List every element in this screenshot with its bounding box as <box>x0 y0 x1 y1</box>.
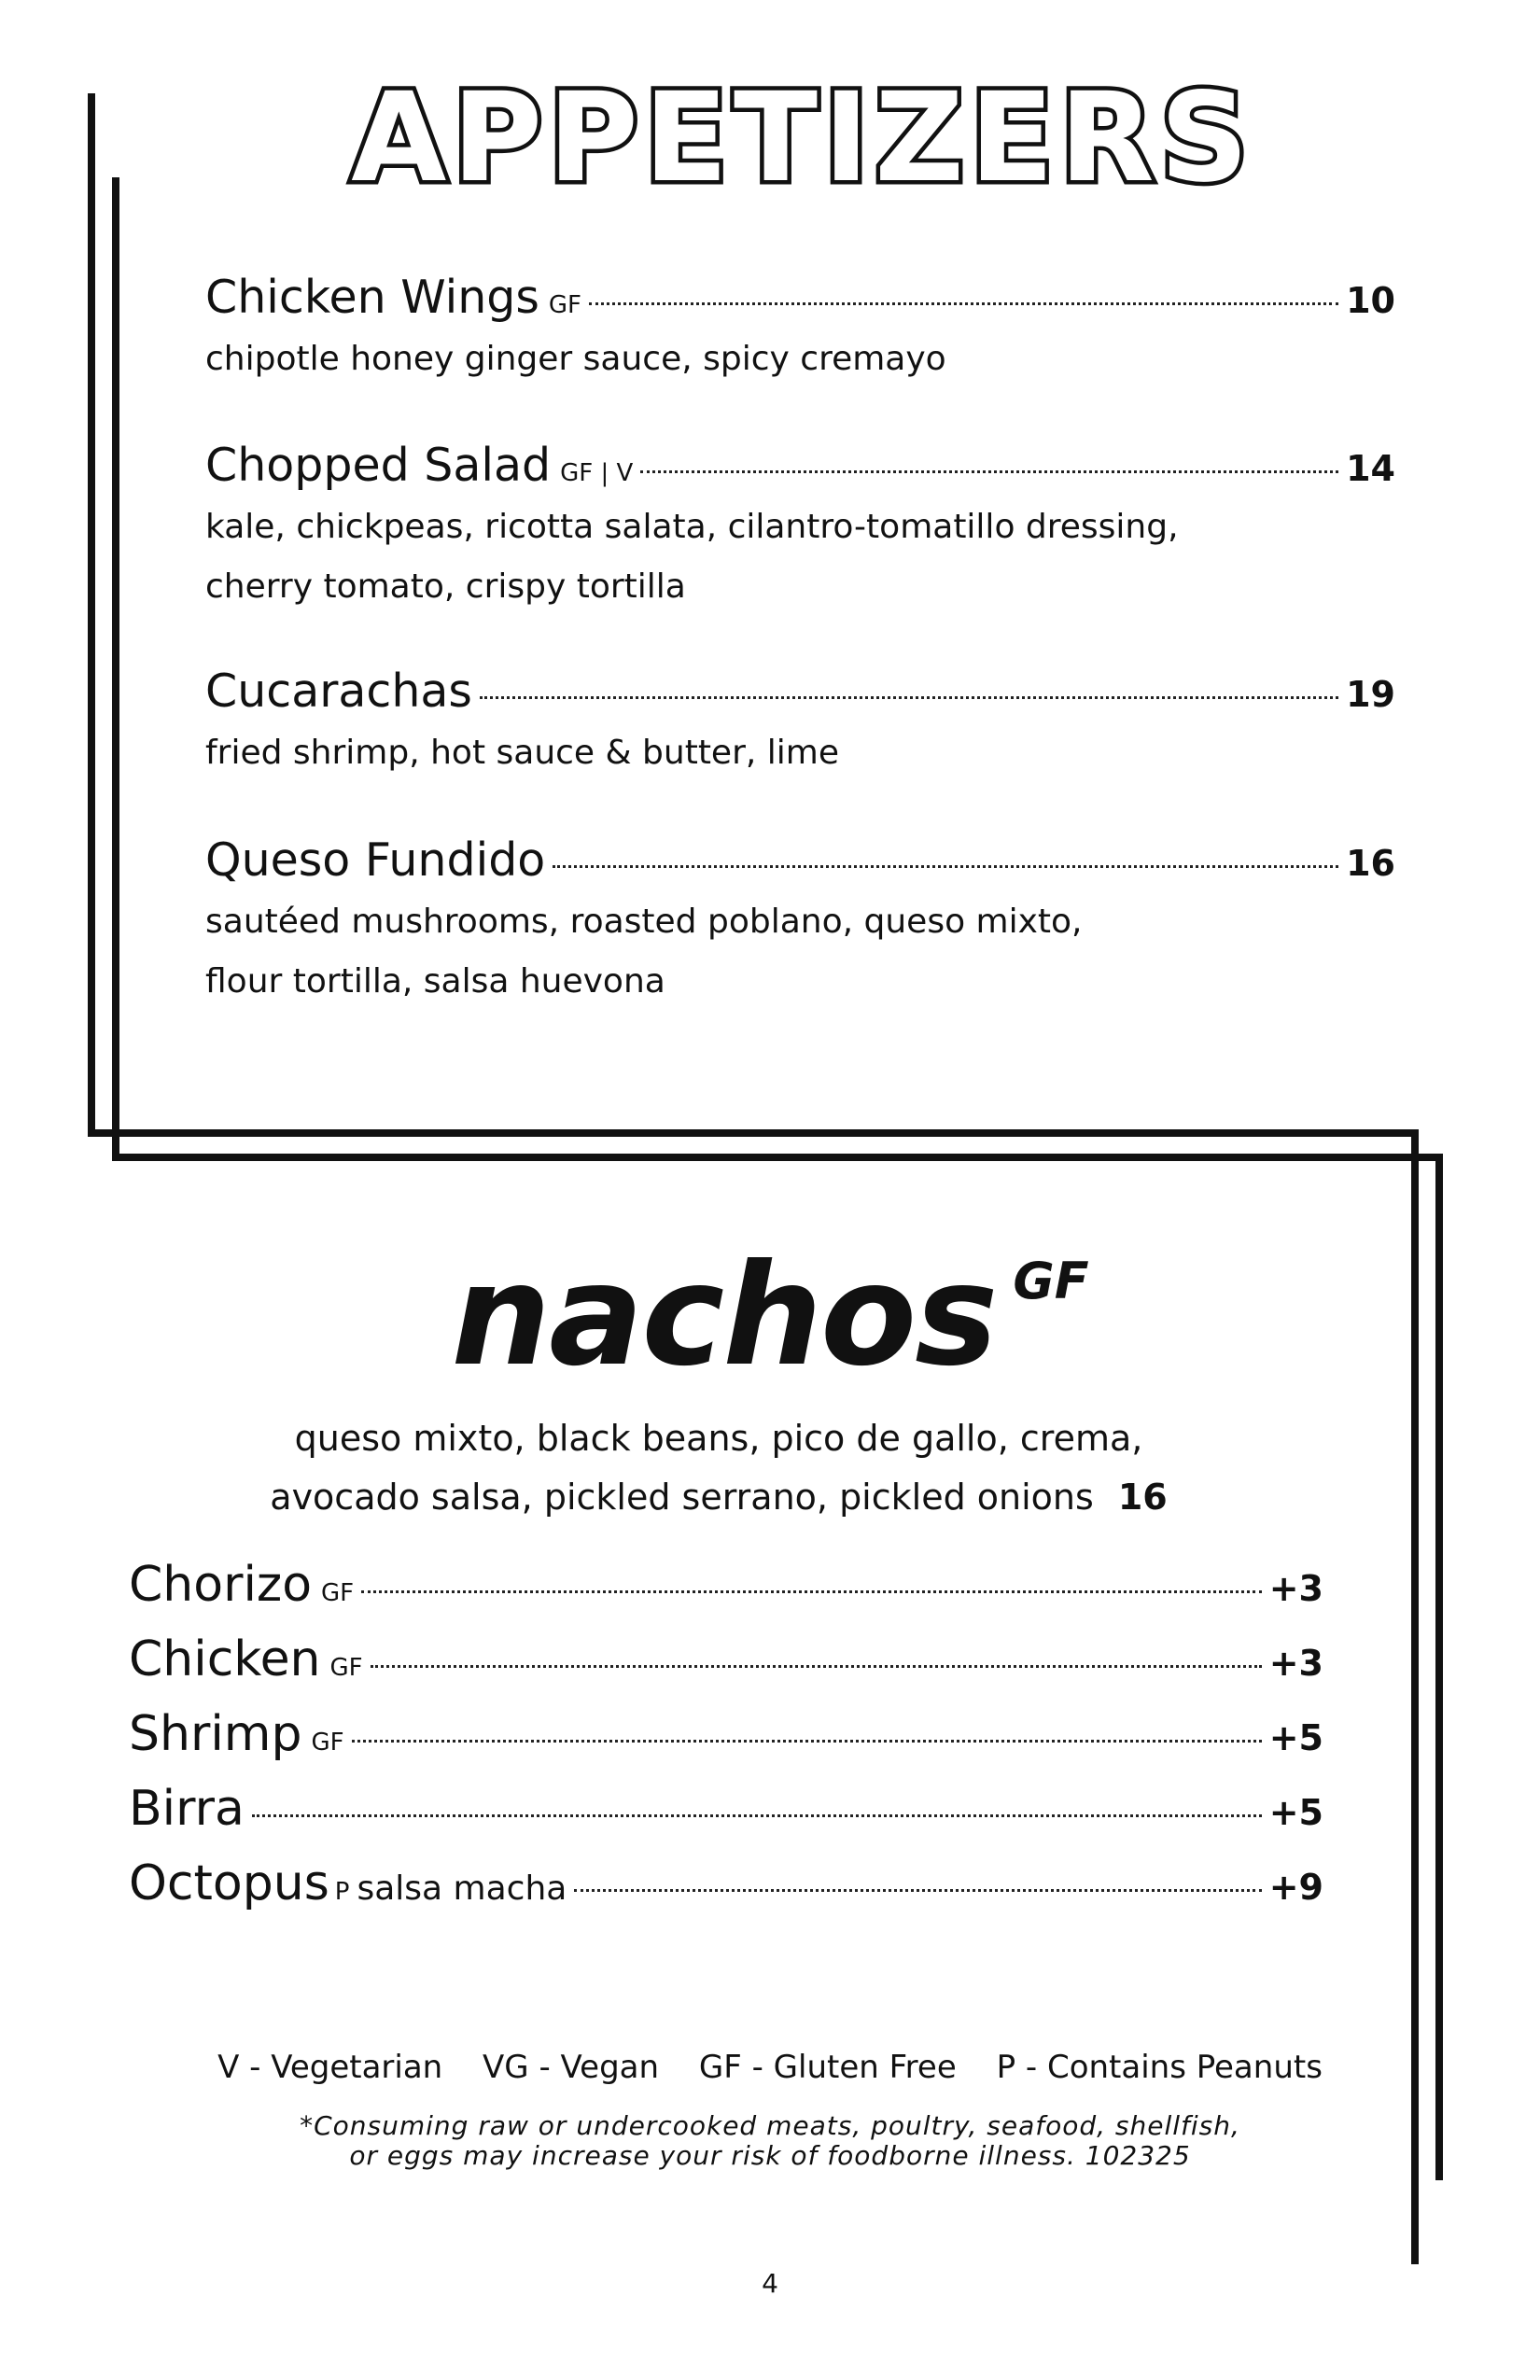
item-description <box>205 892 1395 1012</box>
nachos-price: 16 <box>1117 1477 1168 1518</box>
item-description: chipotle honey ginger sauce, spicy cremayo <box>205 340 946 378</box>
dietary-tag: GF <box>329 1654 363 1682</box>
description-line-with-price <box>0 1468 1437 1527</box>
addon-price: +9 <box>1268 1867 1323 1908</box>
addon-chicken <box>129 1631 1323 1687</box>
dot-leader <box>371 1665 1262 1668</box>
frame-rule-middle-upper <box>88 1129 1419 1137</box>
item-price: 16 <box>1346 843 1395 884</box>
menu-item-chopped-salad <box>205 439 1395 617</box>
food-safety-disclaimer <box>0 2111 1540 2171</box>
menu-item-queso-fundido <box>205 833 1395 1012</box>
description-line: flour tortilla, salsa huevona <box>205 962 665 1001</box>
dietary-tag: GF <box>321 1579 355 1607</box>
dietary-tag: GF | V <box>560 459 634 487</box>
legend-vegan: VG - Vegan <box>483 2049 660 2086</box>
legend-vegetarian: V - Vegetarian <box>217 2049 443 2086</box>
item-name: Cucarachas <box>205 665 472 718</box>
addon-price: +3 <box>1268 1643 1323 1684</box>
frame-rule-left-outer <box>88 93 95 1135</box>
item-name: Queso Fundido <box>205 833 546 887</box>
dietary-tag: GF <box>548 291 582 319</box>
item-description <box>205 497 1395 617</box>
legend-gluten-free: GF - Gluten Free <box>698 2049 957 2086</box>
addon-name: Birra <box>129 1781 245 1837</box>
addon-octopus <box>129 1855 1323 1911</box>
legend-peanuts: P - Contains Peanuts <box>996 2049 1323 2086</box>
dot-leader <box>252 1814 1262 1817</box>
appetizers-title: APPETIZERS <box>351 66 1254 210</box>
dot-leader <box>352 1740 1262 1743</box>
addon-name: Chicken <box>129 1631 321 1687</box>
dot-leader <box>574 1889 1261 1892</box>
dot-leader <box>640 470 1338 473</box>
addon-note: salsa macha <box>357 1869 567 1908</box>
menu-item-chicken-wings <box>205 271 1395 389</box>
frame-rule-middle-lower <box>112 1154 1443 1161</box>
item-price: 19 <box>1346 674 1395 715</box>
nachos-description <box>0 1409 1437 1527</box>
addon-price: +5 <box>1268 1717 1323 1758</box>
item-name: Chopped Salad <box>205 439 552 492</box>
description-line: avocado salsa, pickled serrano, pickled onions <box>270 1477 1094 1518</box>
dietary-tag: GF <box>311 1729 344 1757</box>
dot-leader <box>480 696 1338 699</box>
addon-price: +5 <box>1268 1792 1323 1833</box>
frame-rule-left-inner <box>112 177 119 1157</box>
addon-price: +3 <box>1268 1568 1323 1609</box>
dietary-legend <box>0 2049 1540 2086</box>
nachos-title-text: nachos <box>451 1235 997 1397</box>
description-line: cherry tomato, crispy tortilla <box>205 567 686 606</box>
item-description: fried shrimp, hot sauce & butter, lime <box>205 734 839 772</box>
addon-name: Octopus <box>129 1855 329 1911</box>
addon-shrimp <box>129 1706 1323 1762</box>
page-number: 4 <box>762 2268 778 2299</box>
addon-name: Chorizo <box>129 1557 313 1613</box>
nachos-title <box>0 1235 1540 1397</box>
item-name: Chicken Wings <box>205 271 539 324</box>
nachos-dietary-tag: GF <box>1013 1252 1089 1310</box>
dietary-tag: P <box>334 1878 350 1906</box>
item-price: 14 <box>1346 448 1395 489</box>
dot-leader <box>589 302 1338 305</box>
addon-name: Shrimp <box>129 1706 302 1762</box>
description-line: sautéed mushrooms, roasted poblano, queso mixto, <box>205 903 1083 941</box>
disclaimer-line: *Consuming raw or undercooked meats, poultry, seafood, shellfish, <box>300 2110 1240 2141</box>
addon-birra <box>129 1781 1323 1837</box>
disclaimer-line: or eggs may increase your risk of foodborne illness. 102325 <box>349 2140 1191 2171</box>
description-line: queso mixto, black beans, pico de gallo, crema, <box>294 1418 1143 1459</box>
item-price: 10 <box>1346 280 1395 321</box>
addon-chorizo <box>129 1557 1323 1613</box>
dot-leader <box>361 1590 1262 1593</box>
menu-item-cucarachas <box>205 665 1395 783</box>
description-line: kale, chickpeas, ricotta salata, cilantro-tomatillo dressing, <box>205 508 1179 546</box>
dot-leader <box>553 865 1338 868</box>
